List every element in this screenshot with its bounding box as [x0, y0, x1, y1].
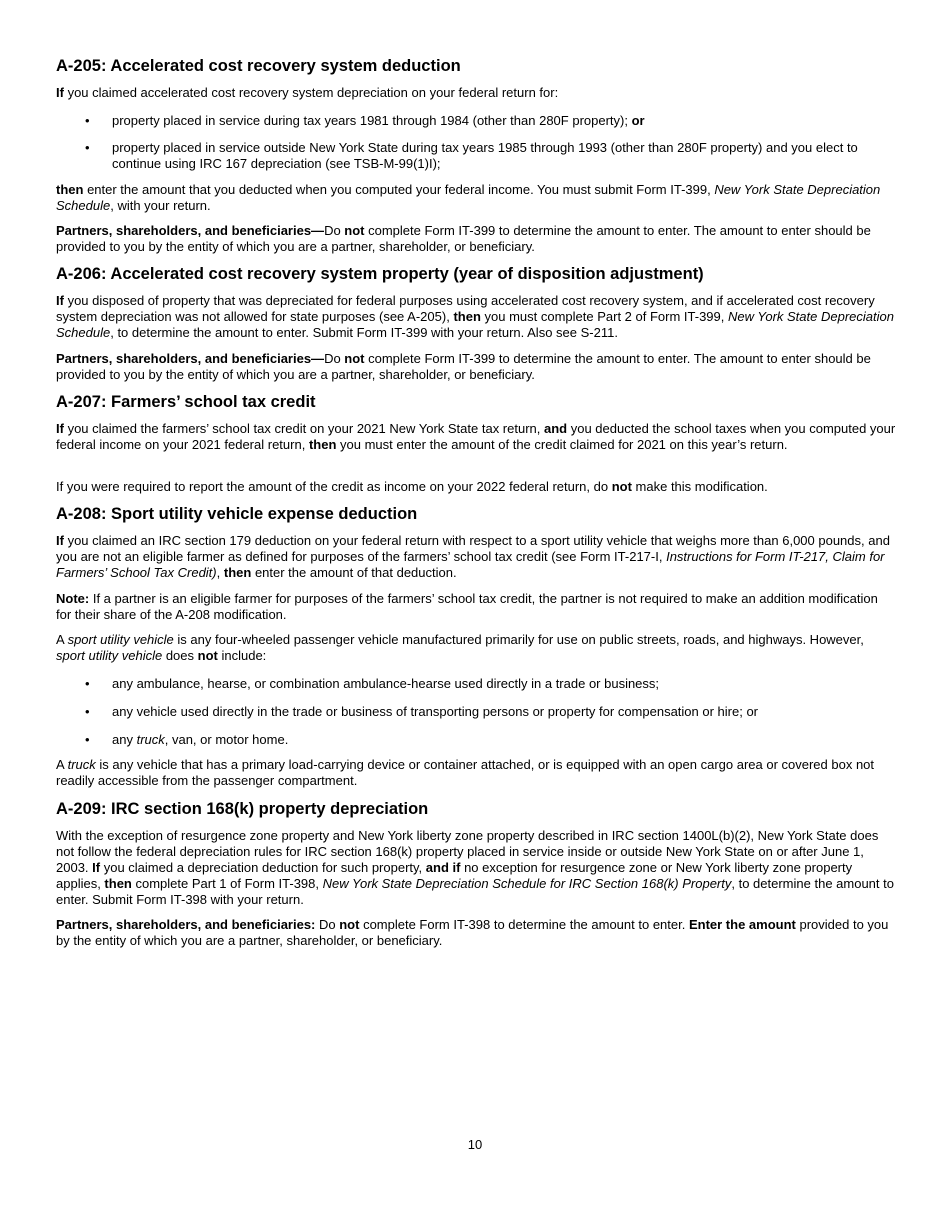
text-run: enter the amount of that deduction.: [251, 565, 457, 580]
a208-suv-definition-paragraph: [56, 632, 896, 664]
bold-text: If: [92, 860, 101, 875]
a206-partners-paragraph: [56, 351, 896, 383]
a208-intro-paragraph: [56, 533, 896, 581]
a209-intro-paragraph: [56, 828, 896, 908]
text-run: , to determine the amount to enter. Submit Form IT-398 with your return.: [56, 876, 894, 907]
text-run: you must complete Part 2 of Form IT-399,: [480, 309, 728, 324]
text-run: Do: [324, 351, 345, 366]
bold-text: Note:: [56, 591, 90, 606]
bold-text: not: [611, 479, 632, 494]
bullet-icon: •: [85, 113, 90, 128]
bullet-icon: •: [85, 140, 90, 155]
a208-note-paragraph: [56, 591, 896, 623]
bold-text: If: [56, 533, 64, 548]
text-run: any vehicle used directly in the trade or business of transporting persons or property for compensation or hire; or: [112, 704, 759, 719]
italic-text: Instructions for Form IT-217, Claim for Farmers’ School Tax Credit): [56, 549, 885, 580]
text-run: Do: [315, 917, 340, 932]
section-heading-a209: A-209: IRC section 168(k) property depreciation: [56, 800, 429, 818]
list-item: [56, 676, 896, 692]
text-run: complete Form IT-399 to determine the amount to enter. The amount to enter should be provided to you by the entity of which you are a partner, shareholder, or beneficiary.: [56, 351, 871, 382]
a209-partners-paragraph: [56, 917, 896, 949]
text-run: is any four-wheeled passenger vehicle manufactured primarily for use on public streets, roads, and highways. However,: [173, 632, 864, 647]
list-item: [56, 113, 896, 129]
list-item: [56, 732, 896, 748]
a207-report-paragraph: [56, 479, 896, 495]
list-item: [56, 140, 896, 172]
bold-text: not: [344, 351, 365, 366]
text-run: ,: [216, 565, 224, 580]
italic-text: sport utility vehicle: [56, 648, 163, 663]
bold-text: then: [56, 182, 84, 197]
a205-intro-paragraph: [56, 85, 896, 101]
italic-text: truck: [67, 757, 96, 772]
italic-text: New York State Depreciation Schedule: [56, 309, 894, 340]
text-run: , van, or motor home.: [164, 732, 289, 747]
section-heading-a205: A-205: Accelerated cost recovery system deduction: [56, 57, 461, 75]
bullet-icon: •: [85, 704, 90, 719]
text-run: any ambulance, hearse, or combination ambulance-hearse used directly in a trade or business;: [112, 676, 660, 691]
text-run: include:: [217, 648, 267, 663]
text-run: no exception for resurgence zone or New York liberty zone property applies,: [56, 860, 853, 891]
bold-text: then: [308, 437, 337, 452]
section-heading-a208: A-208: Sport utility vehicle expense deduction: [56, 505, 418, 523]
text-run: complete Form IT-398 to determine the amount to enter.: [359, 917, 689, 932]
bold-text: not: [197, 648, 218, 663]
text-run: any: [112, 732, 137, 747]
bullet-icon: •: [85, 676, 90, 691]
bold-text: and if: [425, 860, 461, 875]
text-run: A: [56, 757, 68, 772]
a205-then-paragraph: [56, 182, 896, 214]
text-run: you must enter the amount of the credit claimed for 2021 on this year’s return.: [336, 437, 788, 452]
bold-text: not: [344, 223, 365, 238]
text-run: If a partner is an eligible farmer for purposes of the farmers’ school tax credit, the partner is not required to make an addition modification for their share of the A-208 modification.: [56, 591, 878, 622]
bullet-icon: •: [85, 732, 90, 747]
bold-text: not: [339, 917, 360, 932]
italic-text: New York State Depreciation Schedule for IRC Section 168(k) Property: [322, 876, 732, 891]
a208-bullet-list: [56, 676, 896, 748]
text-run: you disposed of property that was depreciated for federal purposes using accelerated cost recovery system, and if accelerated cost recovery system depreciation was not allowed for state purposes (see A-205),: [56, 293, 875, 324]
text-run: you claimed an IRC section 179 deduction on your federal return with respect to a sport utility vehicle that weighs more than 6,000 pounds, and you are not an eligible farmer as defined for purposes of the farmers’ school tax credit (see Form IT-217-I,: [56, 533, 890, 564]
text-run: you deducted the school taxes when you computed your federal income on your 2021 federal return,: [56, 421, 896, 452]
text-run: With the exception of resurgence zone property and New York liberty zone property described in IRC section 1400L(b)(2), New York State does not follow the federal depreciation rules for IRC section 168(k) property placed in service inside or outside New York State on or after June 1, 2003.: [56, 828, 879, 875]
italic-text: truck: [136, 732, 165, 747]
a205-bullet-list: [56, 113, 896, 172]
bold-text: then: [104, 876, 132, 891]
a207-intro-paragraph: [56, 421, 896, 453]
text-run: , to determine the amount to enter. Submit Form IT-399 with your return. Also see S-211.: [110, 325, 618, 340]
a205-partners-paragraph: [56, 223, 896, 255]
bold-text: If: [56, 421, 64, 436]
bold-text: Partners, shareholders, and beneficiaries:: [56, 917, 316, 932]
text-run: you claimed accelerated cost recovery system depreciation on your federal return for:: [63, 85, 559, 100]
bold-text: Enter the amount: [688, 917, 796, 932]
section-heading-a206: A-206: Accelerated cost recovery system property (year of disposition adjustment): [56, 265, 704, 283]
bold-text: If: [56, 85, 64, 100]
bold-text: then: [453, 309, 481, 324]
text-run: property placed in service during tax years 1981 through 1984 (other than 280F property);: [112, 113, 632, 128]
bold-text: or: [631, 113, 645, 128]
text-run: is any vehicle that has a primary load-carrying device or container attached, or is equipped with an open cargo area or covered box not readily accessible from the passenger compartment.: [56, 757, 875, 788]
italic-text: New York State Depreciation Schedule: [56, 182, 881, 213]
list-item: [56, 704, 896, 720]
text-run: you claimed the farmers’ school tax credit on your 2021 New York State tax return,: [63, 421, 544, 436]
bold-text: Partners, shareholders, and beneficiaries—: [56, 351, 325, 366]
text-run: complete Form IT-399 to determine the amount to enter. The amount to enter should be provided to you by the entity of which you are a partner, shareholder, or beneficiary.: [56, 223, 871, 254]
text-run: property placed in service outside New York State during tax years 1985 through 1993 (other than 280F property) and you elect to continue using IRC 167 depreciation (see TSB-M-99(1)I);: [112, 140, 858, 171]
a206-intro-paragraph: [56, 293, 896, 341]
italic-text: sport utility vehicle: [67, 632, 174, 647]
text-run: If you were required to report the amount of the credit as income on your 2022 federal return, do: [56, 479, 612, 494]
text-run: Do: [324, 223, 345, 238]
text-run: enter the amount that you deducted when you computed your federal income. You must submit Form IT-399,: [83, 182, 715, 197]
text-run: you claimed a depreciation deduction for such property,: [100, 860, 426, 875]
text-run: does: [162, 648, 198, 663]
bold-text: Partners, shareholders, and beneficiaries—: [56, 223, 325, 238]
a208-truck-definition-paragraph: [56, 757, 896, 789]
text-run: , with your return.: [110, 198, 211, 213]
text-run: complete Part 1 of Form IT-398,: [131, 876, 323, 891]
bold-text: then: [223, 565, 252, 580]
bold-text: and: [544, 421, 568, 436]
text-run: provided to you by the entity of which you are a partner, shareholder, or beneficiary.: [56, 917, 889, 948]
page-number: 10: [467, 1137, 483, 1152]
text-run: A: [56, 632, 68, 647]
bold-text: If: [56, 293, 64, 308]
text-run: make this modification.: [631, 479, 768, 494]
section-heading-a207: A-207: Farmers’ school tax credit: [56, 393, 316, 411]
